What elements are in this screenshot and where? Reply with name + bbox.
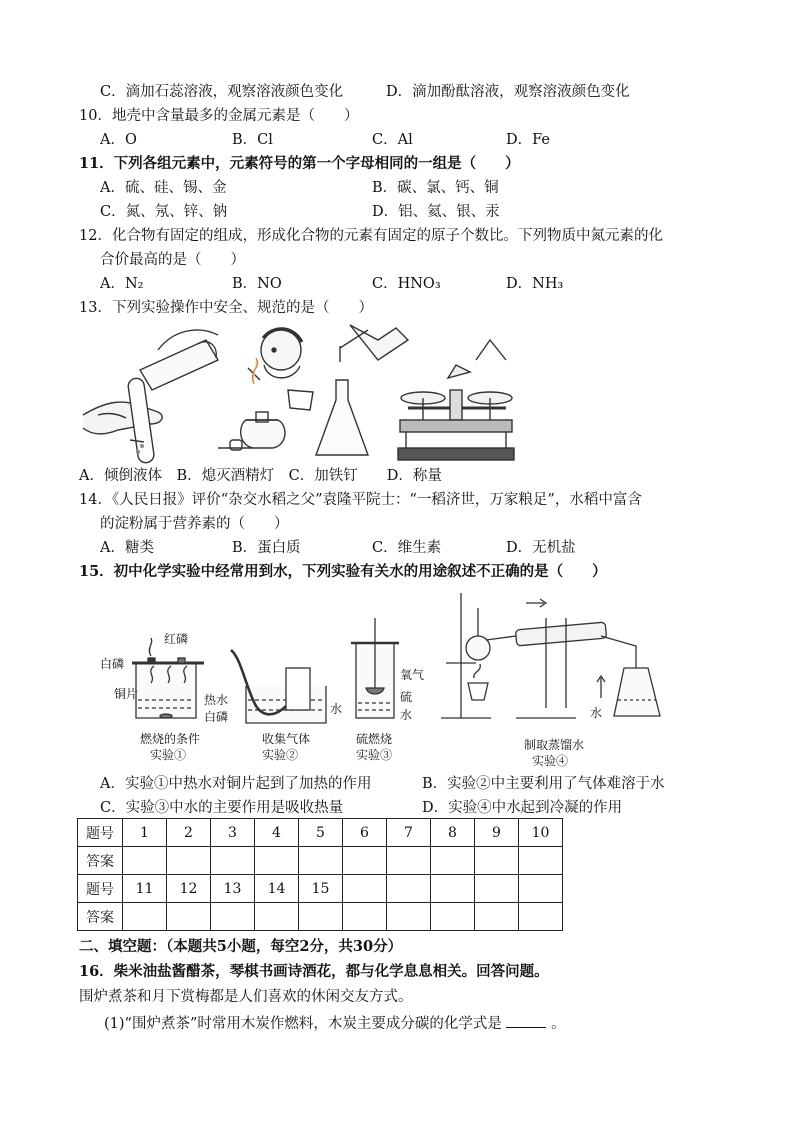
q13-operations-figure — [78, 320, 518, 465]
table-cell: 4 — [255, 819, 299, 847]
q11-option-b: B．碳、氯、钙、铜 — [372, 180, 499, 196]
table-cell: 7 — [387, 819, 431, 847]
table-row — [78, 903, 563, 931]
q13-options: A．倾倒液体 B．熄灭酒精灯 C．加铁钉 D．称量 — [79, 468, 442, 484]
answer-cell[interactable] — [167, 903, 211, 931]
table-header-cell: 答案 — [78, 847, 123, 875]
caption-exp3-number: 实验③ — [356, 748, 393, 762]
q14-option-a: A．糖类 — [100, 540, 154, 556]
label-white-phosphorus: 白磷 — [100, 657, 125, 671]
q14-option-b: B．蛋白质 — [232, 540, 301, 556]
label-hot-water: 热水 — [204, 693, 229, 707]
table-cell: 11 — [123, 875, 167, 903]
table-header-cell: 题号 — [78, 819, 123, 847]
label-water-exp4: 水 — [590, 706, 603, 720]
caption-exp2-number: 实验② — [262, 748, 299, 762]
q11-option-c: C．氮、氖、锌、钠 — [100, 204, 228, 220]
table-cell: 8 — [431, 819, 475, 847]
q12-option-a: A．N₂ — [100, 276, 144, 292]
answer-cell[interactable] — [299, 847, 343, 875]
q14-stem-line1: 14．《人民日报》评价“杂交水稻之父”袁隆平院士：“一稻济世，万家粮足”，水稻中富含 — [79, 492, 642, 508]
pouring-liquid-illustration — [83, 330, 218, 464]
q11-option-d: D．铝、氦、银、汞 — [372, 204, 500, 220]
q16-part-1-text: (1)“围炉煮茶”时常用木炭作燃料，木炭主要成分碳的化学式是 — [104, 1016, 502, 1032]
q15-option-c: C．实验③中水的主要作用是吸收热量 — [100, 800, 344, 816]
label-water-exp2: 水 — [330, 702, 343, 716]
q16-intro: 围炉煮茶和月下赏梅都是人们喜欢的休闲交友方式。 — [79, 989, 413, 1005]
table-cell: 13 — [211, 875, 255, 903]
table-cell — [519, 875, 563, 903]
q15-option-b: B．实验②中主要利用了气体难溶于水 — [422, 776, 665, 792]
caption-exp1-number: 实验① — [150, 748, 187, 762]
q13-stem: 13．下列实验操作中安全、规范的是（ ） — [79, 300, 373, 316]
answer-cell[interactable] — [343, 903, 387, 931]
table-cell: 5 — [299, 819, 343, 847]
q15-option-a: A．实验①中热水对铜片起到了加热的作用 — [100, 776, 372, 792]
label-sulfur: 硫 — [400, 690, 413, 704]
table-cell: 1 — [123, 819, 167, 847]
caption-exp2-title: 收集气体 — [262, 732, 311, 746]
answer-cell[interactable] — [387, 847, 431, 875]
label-copper-sheet: 铜片 — [114, 687, 139, 701]
q12-option-b: B．NO — [232, 276, 282, 292]
q12-stem-line1: 12．化合物有固定的组成，形成化合物的元素有固定的原子个数比。下列物质中氮元素的化 — [79, 228, 663, 244]
q10-option-b: B．Cl — [232, 132, 273, 148]
answer-cell[interactable] — [255, 903, 299, 931]
label-water-exp3: 水 — [400, 708, 413, 722]
table-cell — [475, 875, 519, 903]
answer-cell[interactable] — [123, 903, 167, 931]
table-header-cell: 题号 — [78, 875, 123, 903]
answer-cell[interactable] — [343, 847, 387, 875]
answer-cell[interactable] — [211, 903, 255, 931]
q16-answer-blank[interactable] — [506, 1013, 546, 1028]
table-cell: 2 — [167, 819, 211, 847]
caption-exp4-number: 实验④ — [532, 754, 569, 768]
q11-stem: 11．下列各组元素中，元素符号的第一个字母相同的一组是（ ） — [79, 155, 520, 172]
answer-cell[interactable] — [431, 903, 475, 931]
answer-cell[interactable] — [123, 847, 167, 875]
q9-option-c: C．滴加石蕊溶液，观察溶液颜色变化 — [100, 84, 344, 100]
answer-cell[interactable] — [211, 847, 255, 875]
table-cell: 10 — [519, 819, 563, 847]
answer-cell[interactable] — [519, 903, 563, 931]
q14-option-d: D．无机盐 — [506, 540, 576, 556]
label-oxygen: 氧气 — [400, 668, 425, 682]
answer-cell[interactable] — [299, 903, 343, 931]
table-cell: 14 — [255, 875, 299, 903]
q14-option-c: C．维生素 — [372, 540, 442, 556]
q10-option-d: D．Fe — [506, 132, 550, 148]
q15-stem: 15．初中化学实验中经常用到水，下列实验有关水的用途叙述不正确的是（ ） — [79, 563, 607, 580]
table-row — [78, 819, 563, 847]
table-cell: 12 — [167, 875, 211, 903]
answer-cell[interactable] — [167, 847, 211, 875]
section-2-title: 二、填空题：（本题共5小题，每空2分，共30分） — [79, 938, 403, 955]
q10-option-c: C．Al — [372, 132, 413, 148]
experiment-2-illustration — [231, 650, 326, 723]
q16-part-1 — [104, 1013, 566, 1034]
q16-part-1-end: 。 — [551, 1016, 566, 1032]
q9-option-d: D．滴加酚酞溶液，观察溶液颜色变化 — [386, 84, 630, 100]
table-header-cell: 答案 — [78, 903, 123, 931]
answer-cell[interactable] — [255, 847, 299, 875]
caption-exp3-title: 硫燃烧 — [356, 732, 393, 746]
caption-exp1-title: 燃烧的条件 — [140, 732, 201, 746]
answer-cell[interactable] — [431, 847, 475, 875]
q16-stem: 16．柴米油盐酱醋茶，琴棋书画诗酒花，都与化学息息相关。回答问题。 — [79, 963, 549, 980]
q11-option-a: A．硫、硅、锡、金 — [100, 180, 227, 196]
q10-option-a: A．O — [100, 132, 137, 148]
q12-stem-line2: 合价最高的是（ ） — [100, 252, 245, 268]
table-cell: 15 — [299, 875, 343, 903]
answer-cell[interactable] — [519, 847, 563, 875]
table-cell: 9 — [475, 819, 519, 847]
label-white-phosphorus-2: 白磷 — [204, 710, 229, 724]
balance-scale-illustration — [398, 340, 514, 460]
table-row — [78, 875, 563, 903]
label-red-phosphorus: 红磷 — [164, 632, 189, 646]
table-cell: 6 — [343, 819, 387, 847]
q12-option-d: D．NH₃ — [506, 276, 564, 292]
table-cell — [343, 875, 387, 903]
alcohol-lamp-illustration — [218, 329, 313, 450]
table-cell — [431, 875, 475, 903]
caption-exp4-title: 制取蒸馏水 — [524, 738, 585, 752]
answer-table — [77, 818, 563, 931]
q14-stem-line2: 的淀粉属于营养素的（ ） — [100, 516, 289, 532]
table-cell: 3 — [211, 819, 255, 847]
answer-cell[interactable] — [475, 847, 519, 875]
q15-option-d: D．实验④中水起到冷凝的作用 — [422, 800, 623, 816]
table-row — [78, 847, 563, 875]
experiment-3-illustration — [351, 618, 399, 718]
answer-cell[interactable] — [387, 903, 431, 931]
table-cell — [387, 875, 431, 903]
q10-stem: 10．地壳中含量最多的金属元素是（ ） — [79, 108, 359, 124]
experiment-1-illustration — [132, 638, 204, 718]
q12-option-c: C．HNO₃ — [372, 276, 441, 292]
iron-nail-flask-illustration — [316, 325, 408, 455]
experiment-4-illustration — [441, 593, 660, 718]
answer-cell[interactable] — [475, 903, 519, 931]
